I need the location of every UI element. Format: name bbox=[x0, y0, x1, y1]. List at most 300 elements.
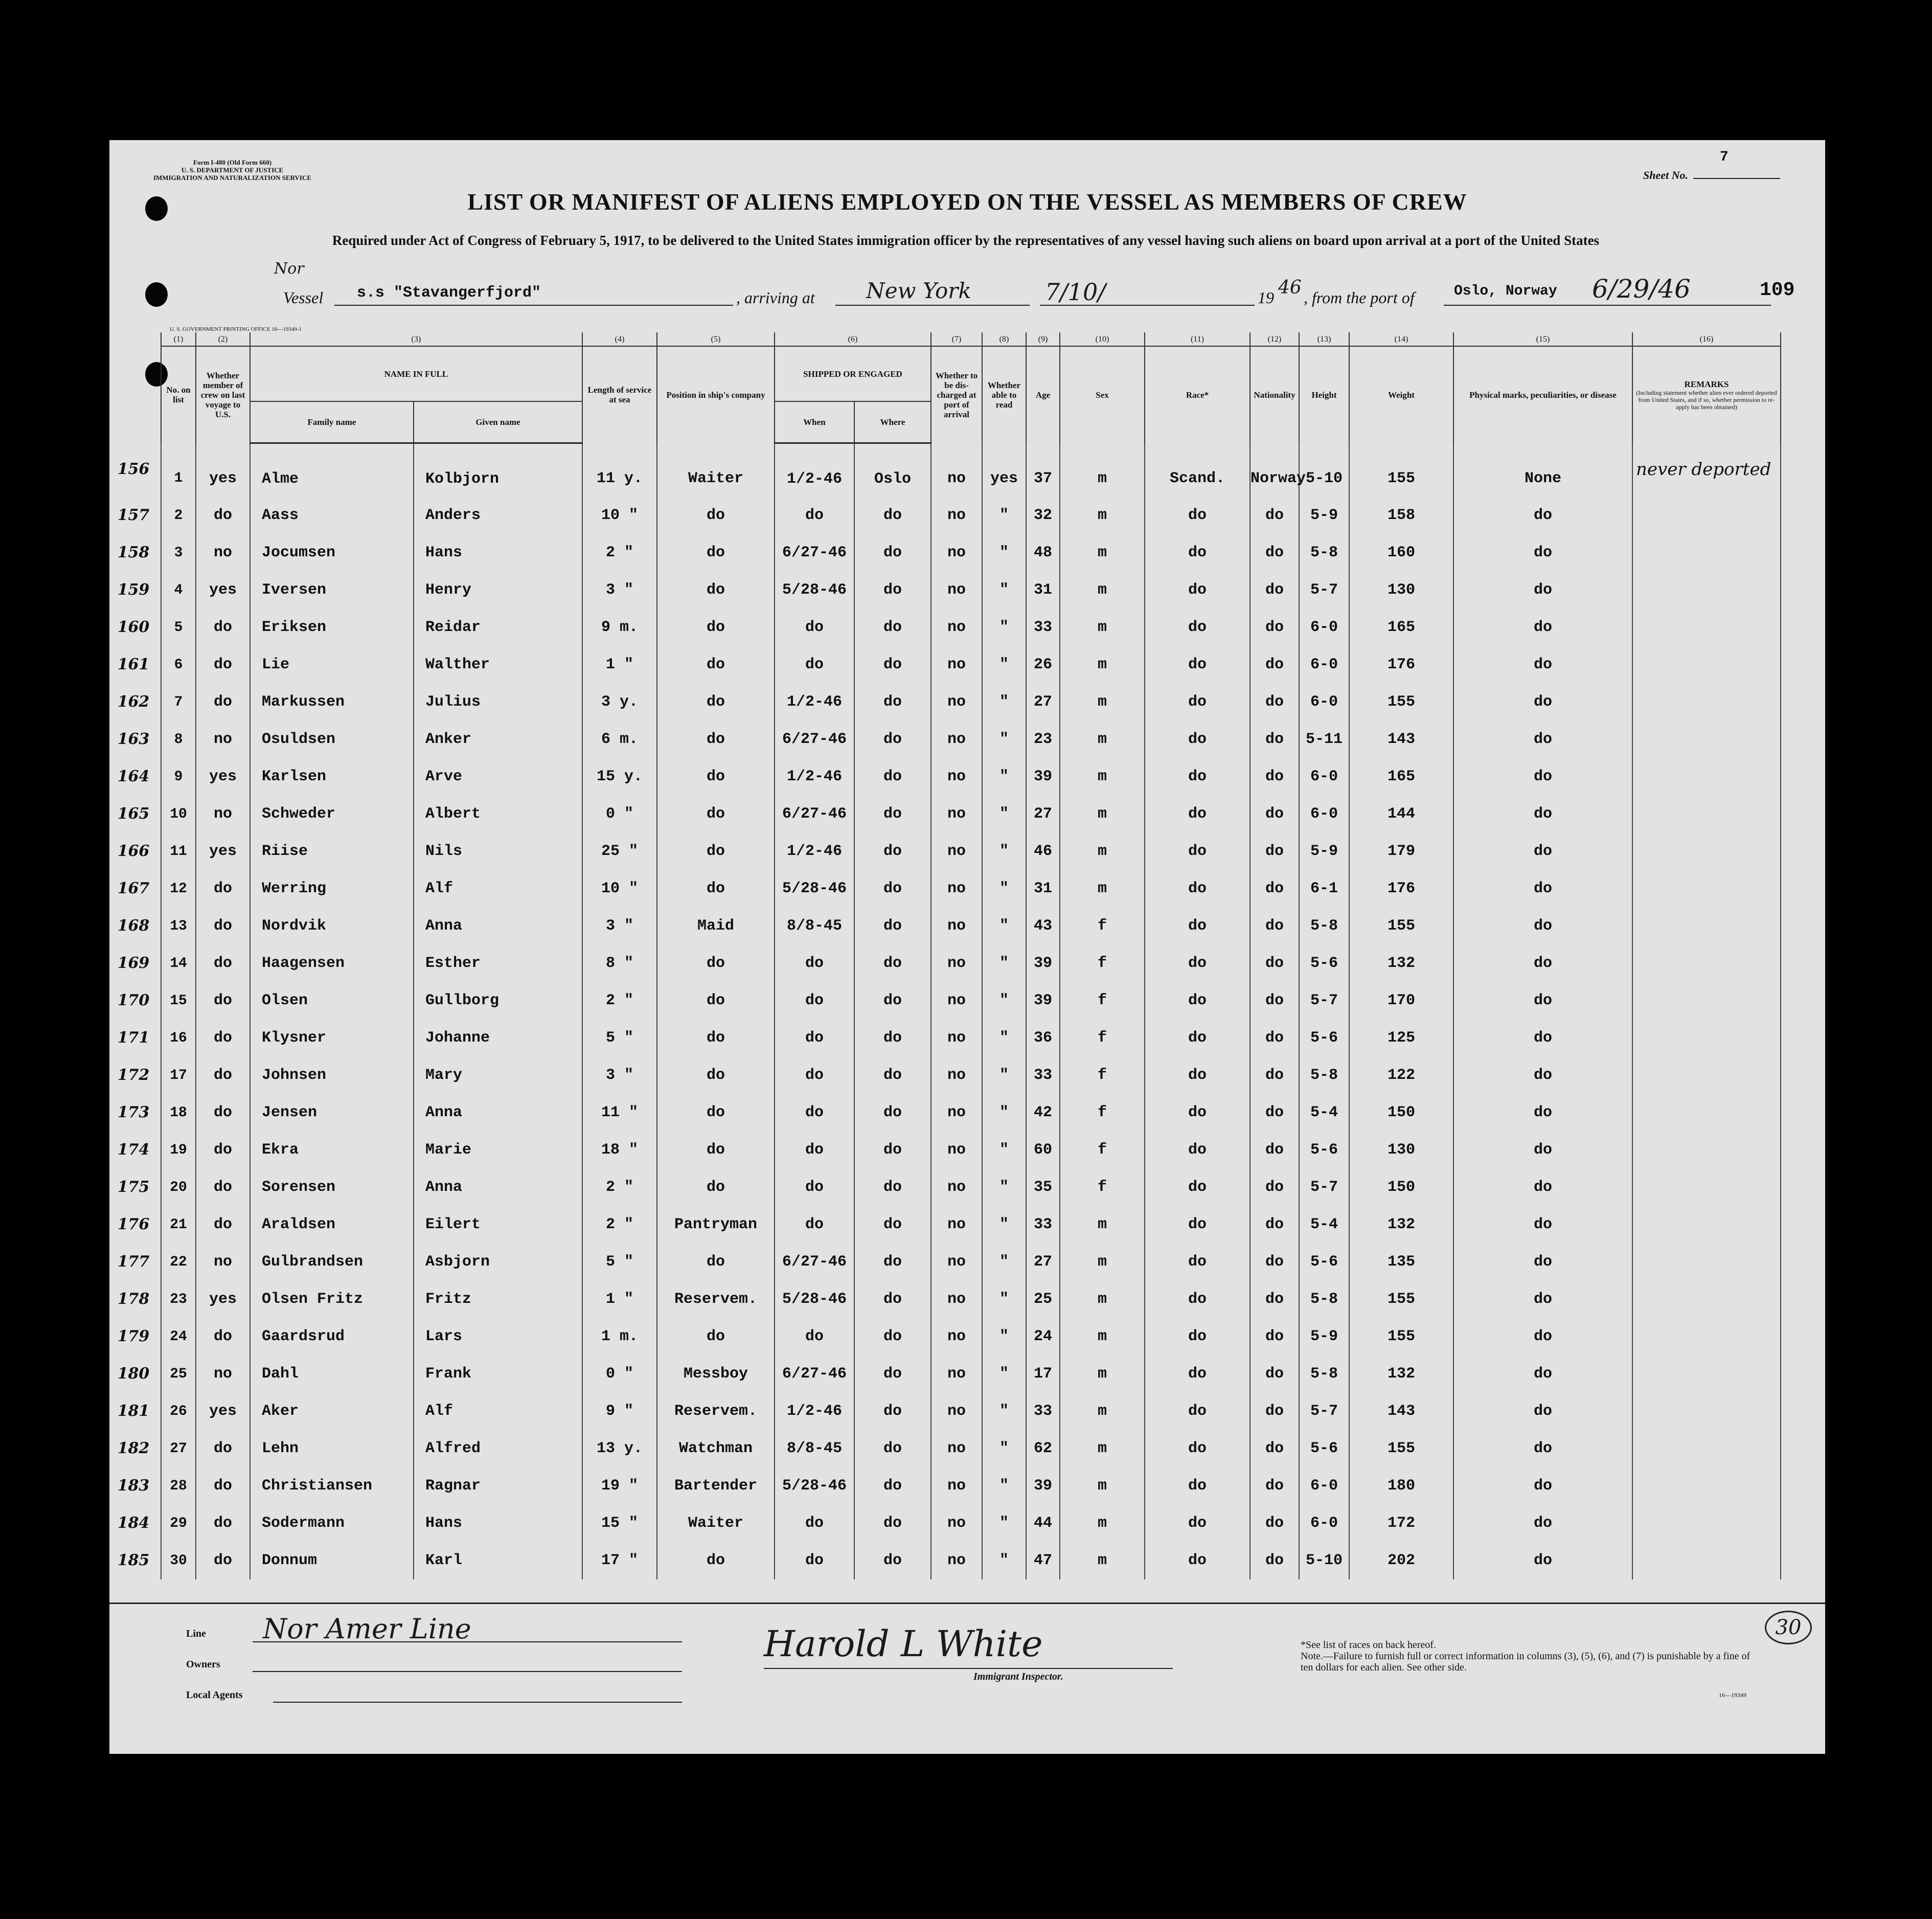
cell-physical-marks: do bbox=[1453, 1468, 1632, 1505]
cell-given-name: Anna bbox=[414, 1169, 582, 1206]
table-row bbox=[161, 833, 1781, 870]
cell-length-of-service: 6 m. bbox=[582, 721, 657, 758]
cell-member-last-voyage: do bbox=[196, 870, 250, 908]
cell-shipped-where: do bbox=[854, 758, 931, 796]
vessel-note: Nor bbox=[274, 260, 304, 278]
cell-weight: 180 bbox=[1349, 1468, 1453, 1505]
header-race: Race* bbox=[1145, 346, 1250, 443]
cell-row-number: 6 161 bbox=[161, 646, 196, 684]
cell-row-number: 16 171 bbox=[161, 1020, 196, 1057]
cell-sex: m bbox=[1060, 870, 1145, 908]
cell-physical-marks: do bbox=[1453, 1318, 1632, 1356]
cell-able-to-read: " bbox=[982, 1318, 1026, 1356]
year-suffix: 46 bbox=[1278, 277, 1302, 298]
cell-race: do bbox=[1145, 646, 1250, 684]
cell-weight: 122 bbox=[1349, 1057, 1453, 1094]
cell-weight: 160 bbox=[1349, 534, 1453, 572]
cell-family-name: Lie bbox=[250, 646, 414, 684]
col-num: (11) bbox=[1145, 332, 1250, 346]
cell-member-last-voyage: no bbox=[196, 796, 250, 833]
cell-length-of-service: 15 y. bbox=[582, 758, 657, 796]
cell-height: 5-8 bbox=[1299, 1057, 1349, 1094]
cell-nationality: do bbox=[1250, 945, 1299, 982]
cell-shipped-when: 1/2-46 bbox=[775, 758, 854, 796]
cell-race: do bbox=[1145, 1206, 1250, 1244]
table-row bbox=[161, 796, 1781, 833]
table-row bbox=[161, 1169, 1781, 1206]
local-agents-label: Local Agents bbox=[186, 1689, 243, 1701]
cell-position: do bbox=[657, 1057, 775, 1094]
cell-age: 42 bbox=[1026, 1094, 1060, 1132]
cell-shipped-where: do bbox=[854, 572, 931, 609]
cell-race: do bbox=[1145, 945, 1250, 982]
cell-able-to-read: " bbox=[982, 721, 1026, 758]
cell-sex: f bbox=[1060, 1020, 1145, 1057]
cell-sex: f bbox=[1060, 1094, 1145, 1132]
cell-able-to-read: " bbox=[982, 497, 1026, 534]
cell-weight: 150 bbox=[1349, 1169, 1453, 1206]
cell-physical-marks: do bbox=[1453, 1244, 1632, 1281]
table-row bbox=[161, 758, 1781, 796]
table-row bbox=[161, 1244, 1781, 1281]
table-row bbox=[161, 1393, 1781, 1430]
cell-nationality: do bbox=[1250, 1393, 1299, 1430]
page-subtitle: Required under Act of Congress of February 5, 1917, to be delivered to the United States immigration officer by the representatives of any vessel having such aliens on board upon arrival at a port of the United States bbox=[332, 233, 1600, 248]
cell-position: do bbox=[657, 1020, 775, 1057]
header-physical-marks: Physical marks, peculiarities, or disease bbox=[1453, 346, 1632, 443]
cell-race: do bbox=[1145, 1132, 1250, 1169]
cell-shipped-where: do bbox=[854, 1281, 931, 1318]
header-name-in-full: NAME IN FULL bbox=[250, 346, 582, 401]
cell-position: do bbox=[657, 684, 775, 721]
cell-shipped-where: do bbox=[854, 1206, 931, 1244]
cell-weight: 176 bbox=[1349, 870, 1453, 908]
year-prefix: 19 bbox=[1258, 288, 1274, 307]
form-info-line: U. S. DEPARTMENT OF JUSTICE bbox=[181, 166, 284, 174]
cell-height: 5-4 bbox=[1299, 1206, 1349, 1244]
cell-row-number: 3 158 bbox=[161, 534, 196, 572]
cell-discharged: no bbox=[931, 982, 982, 1020]
sequence-number: 177 bbox=[117, 1252, 150, 1271]
sequence-number: 160 bbox=[117, 618, 150, 636]
cell-sex: f bbox=[1060, 982, 1145, 1020]
cell-race: do bbox=[1145, 870, 1250, 908]
header-sex: Sex bbox=[1060, 346, 1145, 443]
cell-sex: m bbox=[1060, 1542, 1145, 1579]
manifest-rows bbox=[117, 443, 1781, 1579]
sequence-number: 162 bbox=[117, 692, 150, 711]
cell-shipped-where: do bbox=[854, 1244, 931, 1281]
sequence-number: 165 bbox=[117, 804, 150, 823]
cell-length-of-service: 2 " bbox=[582, 982, 657, 1020]
col-num: (6) bbox=[775, 332, 931, 346]
cell-race: do bbox=[1145, 1468, 1250, 1505]
line-value: Nor Amer Line bbox=[263, 1613, 471, 1645]
header-length-service: Length of service at sea bbox=[582, 346, 657, 443]
cell-nationality: do bbox=[1250, 721, 1299, 758]
cell-nationality: do bbox=[1250, 497, 1299, 534]
cell-shipped-when: 1/2-46 bbox=[775, 833, 854, 870]
cell-age: 32 bbox=[1026, 497, 1060, 534]
cell-nationality: do bbox=[1250, 982, 1299, 1020]
cell-physical-marks: do bbox=[1453, 1430, 1632, 1468]
cell-discharged: no bbox=[931, 497, 982, 534]
cell-member-last-voyage: do bbox=[196, 1132, 250, 1169]
cell-nationality: do bbox=[1250, 1318, 1299, 1356]
cell-shipped-when: do bbox=[775, 1206, 854, 1244]
cell-able-to-read: " bbox=[982, 534, 1026, 572]
cell-age: 33 bbox=[1026, 609, 1060, 646]
cell-sex: m bbox=[1060, 1505, 1145, 1542]
cell-given-name: Fritz bbox=[414, 1281, 582, 1318]
cell-shipped-where: do bbox=[854, 1356, 931, 1393]
cell-height: 6-1 bbox=[1299, 870, 1349, 908]
cell-sex: m bbox=[1060, 1468, 1145, 1505]
cell-family-name: Osuldsen bbox=[250, 721, 414, 758]
header-where: Where bbox=[854, 401, 931, 443]
form-code: 16—19349 bbox=[1719, 1691, 1746, 1699]
cell-shipped-when: 1/2-46 bbox=[775, 684, 854, 721]
cell-sex: m bbox=[1060, 796, 1145, 833]
cell-sex: f bbox=[1060, 1132, 1145, 1169]
cell-age: 27 bbox=[1026, 684, 1060, 721]
cell-discharged: no bbox=[931, 1244, 982, 1281]
cell-shipped-where: do bbox=[854, 1468, 931, 1505]
cell-weight: 155 bbox=[1349, 908, 1453, 945]
cell-able-to-read: " bbox=[982, 1505, 1026, 1542]
cell-height: 5-8 bbox=[1299, 534, 1349, 572]
cell-member-last-voyage: no bbox=[196, 1244, 250, 1281]
footer bbox=[109, 1602, 1825, 1735]
cell-age: 33 bbox=[1026, 1393, 1060, 1430]
header-when: When bbox=[775, 401, 854, 443]
cell-shipped-where: do bbox=[854, 646, 931, 684]
cell-able-to-read: " bbox=[982, 870, 1026, 908]
cell-shipped-where: do bbox=[854, 721, 931, 758]
cell-weight: 155 bbox=[1349, 1281, 1453, 1318]
cell-position: Waiter bbox=[657, 1505, 775, 1542]
table-row bbox=[161, 1132, 1781, 1169]
cell-weight: 132 bbox=[1349, 1356, 1453, 1393]
cell-given-name: Anna bbox=[414, 908, 582, 945]
cell-age: 46 bbox=[1026, 833, 1060, 870]
cell-given-name: Julius bbox=[414, 684, 582, 721]
cell-height: 5-8 bbox=[1299, 1356, 1349, 1393]
cell-row-number: 11 166 bbox=[161, 833, 196, 870]
sequence-number: 156 bbox=[117, 460, 150, 478]
cell-member-last-voyage: do bbox=[196, 1430, 250, 1468]
cell-age: 48 bbox=[1026, 534, 1060, 572]
departure-date: 6/29/46 bbox=[1592, 274, 1691, 304]
table-row bbox=[161, 1542, 1781, 1579]
cell-shipped-when: do bbox=[775, 1318, 854, 1356]
cell-weight: 179 bbox=[1349, 833, 1453, 870]
cell-length-of-service: 18 " bbox=[582, 1132, 657, 1169]
cell-weight: 155 bbox=[1349, 1318, 1453, 1356]
cell-discharged: no bbox=[931, 1430, 982, 1468]
cell-shipped-when: do bbox=[775, 497, 854, 534]
cell-member-last-voyage: do bbox=[196, 646, 250, 684]
cell-race: do bbox=[1145, 1169, 1250, 1206]
header-family-name: Family name bbox=[250, 401, 414, 443]
page-title: LIST OR MANIFEST OF ALIENS EMPLOYED ON THE VESSEL AS MEMBERS OF CREW bbox=[467, 189, 1467, 215]
cell-given-name: Hans bbox=[414, 534, 582, 572]
cell-given-name: Reidar bbox=[414, 609, 582, 646]
cell-weight: 125 bbox=[1349, 1020, 1453, 1057]
cell-age: 36 bbox=[1026, 1020, 1060, 1057]
from-port: Oslo, Norway bbox=[1454, 283, 1557, 299]
sequence-number: 184 bbox=[117, 1514, 150, 1532]
cell-shipped-where: do bbox=[854, 1318, 931, 1356]
cell-length-of-service: 13 y. bbox=[582, 1430, 657, 1468]
cell-family-name: Jocumsen bbox=[250, 534, 414, 572]
cell-discharged: no bbox=[931, 1318, 982, 1356]
cell-length-of-service: 5 " bbox=[582, 1244, 657, 1281]
cell-shipped-where: do bbox=[854, 497, 931, 534]
cell-shipped-where: do bbox=[854, 1542, 931, 1579]
cell-age: 39 bbox=[1026, 1468, 1060, 1505]
cell-weight: 172 bbox=[1349, 1505, 1453, 1542]
cell-discharged: no bbox=[931, 870, 982, 908]
cell-given-name: Alfred bbox=[414, 1430, 582, 1468]
cell-sex: m bbox=[1060, 646, 1145, 684]
cell-member-last-voyage: do bbox=[196, 1057, 250, 1094]
cell-race: do bbox=[1145, 572, 1250, 609]
cell-able-to-read: " bbox=[982, 572, 1026, 609]
table-row bbox=[161, 497, 1781, 534]
cell-given-name: Lars bbox=[414, 1318, 582, 1356]
cell-family-name: Karlsen bbox=[250, 758, 414, 796]
cell-weight: 132 bbox=[1349, 1206, 1453, 1244]
cell-family-name: Sodermann bbox=[250, 1505, 414, 1542]
cell-sex: m bbox=[1060, 1281, 1145, 1318]
cell-sex: m bbox=[1060, 758, 1145, 796]
cell-race: do bbox=[1145, 1505, 1250, 1542]
sequence-number: 163 bbox=[117, 730, 150, 748]
cell-height: 6-0 bbox=[1299, 646, 1349, 684]
cell-race: do bbox=[1145, 1318, 1250, 1356]
cell-shipped-when: 5/28-46 bbox=[775, 870, 854, 908]
sequence-number: 174 bbox=[117, 1140, 150, 1159]
cell-height: 6-0 bbox=[1299, 609, 1349, 646]
cell-length-of-service: 9 m. bbox=[582, 609, 657, 646]
cell-nationality: do bbox=[1250, 1094, 1299, 1132]
cell-family-name: Dahl bbox=[250, 1356, 414, 1393]
cell-physical-marks: do bbox=[1453, 908, 1632, 945]
cell-race: do bbox=[1145, 796, 1250, 833]
cell-length-of-service: 3 " bbox=[582, 572, 657, 609]
cell-nationality: do bbox=[1250, 1505, 1299, 1542]
cell-shipped-where: do bbox=[854, 609, 931, 646]
cell-height: 5-9 bbox=[1299, 497, 1349, 534]
cell-sex: m bbox=[1060, 534, 1145, 572]
cell-family-name: Araldsen bbox=[250, 1206, 414, 1244]
cell-race: do bbox=[1145, 982, 1250, 1020]
header-height: Height bbox=[1299, 346, 1349, 443]
cell-weight: 176 bbox=[1349, 646, 1453, 684]
cell-age: 62 bbox=[1026, 1430, 1060, 1468]
cell-family-name: Eriksen bbox=[250, 609, 414, 646]
cell-discharged: no bbox=[931, 534, 982, 572]
manifest-document bbox=[109, 140, 1825, 1754]
table-row bbox=[161, 1505, 1781, 1542]
cell-race: do bbox=[1145, 833, 1250, 870]
cell-age: 27 bbox=[1026, 796, 1060, 833]
sequence-number: 173 bbox=[117, 1103, 150, 1121]
cell-age: 35 bbox=[1026, 1169, 1060, 1206]
cell-shipped-when: do bbox=[775, 1542, 854, 1579]
cell-member-last-voyage: yes bbox=[196, 443, 250, 497]
cell-sex: m bbox=[1060, 684, 1145, 721]
table-row bbox=[161, 443, 1781, 497]
cell-shipped-where: do bbox=[854, 1169, 931, 1206]
cell-length-of-service: 11 y. bbox=[582, 443, 657, 497]
cell-height: 5-9 bbox=[1299, 833, 1349, 870]
cell-member-last-voyage: do bbox=[196, 497, 250, 534]
sheet-number: 7 bbox=[1720, 149, 1729, 165]
cell-member-last-voyage: yes bbox=[196, 572, 250, 609]
cell-able-to-read: " bbox=[982, 1281, 1026, 1318]
cell-family-name: Gaardsrud bbox=[250, 1318, 414, 1356]
col-num: (16) bbox=[1632, 332, 1781, 346]
cell-race: do bbox=[1145, 1094, 1250, 1132]
cell-given-name: Frank bbox=[414, 1356, 582, 1393]
cell-row-number: 20 175 bbox=[161, 1169, 196, 1206]
cell-height: 5-7 bbox=[1299, 572, 1349, 609]
cell-height: 6-0 bbox=[1299, 684, 1349, 721]
cell-shipped-where: do bbox=[854, 1505, 931, 1542]
cell-weight: 130 bbox=[1349, 1132, 1453, 1169]
cell-physical-marks: do bbox=[1453, 684, 1632, 721]
cell-able-to-read: yes bbox=[982, 443, 1026, 497]
cell-physical-marks: do bbox=[1453, 758, 1632, 796]
remarks-cell: never deported bbox=[1632, 443, 1781, 1579]
cell-position: Reservem. bbox=[657, 1393, 775, 1430]
cell-height: 5-8 bbox=[1299, 908, 1349, 945]
table-row bbox=[161, 945, 1781, 982]
col-num: (7) bbox=[931, 332, 982, 346]
cell-able-to-read: " bbox=[982, 982, 1026, 1020]
cell-discharged: no bbox=[931, 684, 982, 721]
cell-member-last-voyage: do bbox=[196, 945, 250, 982]
cell-row-number: 26 181 bbox=[161, 1393, 196, 1430]
cell-position: do bbox=[657, 870, 775, 908]
cell-length-of-service: 1 " bbox=[582, 1281, 657, 1318]
col-num: (14) bbox=[1349, 332, 1453, 346]
cell-height: 5-10 bbox=[1299, 1542, 1349, 1579]
cell-weight: 130 bbox=[1349, 572, 1453, 609]
cell-age: 31 bbox=[1026, 572, 1060, 609]
cell-position: do bbox=[657, 758, 775, 796]
cell-height: 5-10 bbox=[1299, 443, 1349, 497]
cell-position: do bbox=[657, 1169, 775, 1206]
table-row bbox=[161, 646, 1781, 684]
cell-shipped-where: do bbox=[854, 982, 931, 1020]
table-row bbox=[161, 1430, 1781, 1468]
circled-count: 30 bbox=[1765, 1611, 1812, 1644]
cell-age: 37 bbox=[1026, 443, 1060, 497]
cell-row-number: 1 156 bbox=[161, 443, 196, 497]
cell-position: do bbox=[657, 945, 775, 982]
sequence-number: 168 bbox=[117, 916, 150, 935]
sequence-number: 159 bbox=[117, 580, 150, 599]
cell-shipped-when: 6/27-46 bbox=[775, 1244, 854, 1281]
cell-sex: f bbox=[1060, 908, 1145, 945]
cell-shipped-when: do bbox=[775, 1094, 854, 1132]
cell-height: 5-6 bbox=[1299, 945, 1349, 982]
cell-family-name: Johnsen bbox=[250, 1057, 414, 1094]
cell-row-number: 17 172 bbox=[161, 1057, 196, 1094]
cell-row-number: 14 169 bbox=[161, 945, 196, 982]
cell-nationality: do bbox=[1250, 1542, 1299, 1579]
cell-age: 31 bbox=[1026, 870, 1060, 908]
sequence-number: 185 bbox=[117, 1551, 150, 1569]
header-member-last-voyage: Whether member of crew on last voyage to U.S. bbox=[196, 346, 250, 443]
cell-physical-marks: do bbox=[1453, 870, 1632, 908]
cell-discharged: no bbox=[931, 1505, 982, 1542]
col-num: (15) bbox=[1453, 332, 1632, 346]
cell-family-name: Iversen bbox=[250, 572, 414, 609]
cell-member-last-voyage: do bbox=[196, 1094, 250, 1132]
cell-given-name: Johanne bbox=[414, 1020, 582, 1057]
cell-shipped-when: do bbox=[775, 1057, 854, 1094]
col-num: (9) bbox=[1026, 332, 1060, 346]
cell-length-of-service: 0 " bbox=[582, 1356, 657, 1393]
cell-family-name: Olsen bbox=[250, 982, 414, 1020]
cell-discharged: no bbox=[931, 1057, 982, 1094]
cell-member-last-voyage: do bbox=[196, 1505, 250, 1542]
cell-row-number: 2 157 bbox=[161, 497, 196, 534]
cell-age: 17 bbox=[1026, 1356, 1060, 1393]
cell-able-to-read: " bbox=[982, 1542, 1026, 1579]
cell-physical-marks: do bbox=[1453, 1505, 1632, 1542]
sequence-number: 179 bbox=[117, 1327, 150, 1345]
cell-length-of-service: 8 " bbox=[582, 945, 657, 982]
col-num: (1) bbox=[161, 332, 196, 346]
sheet-label: Sheet No. bbox=[1643, 169, 1688, 182]
cell-height: 5-9 bbox=[1299, 1318, 1349, 1356]
col-num: (8) bbox=[982, 332, 1026, 346]
sequence-number: 157 bbox=[117, 506, 150, 524]
col-num: (10) bbox=[1060, 332, 1145, 346]
cell-race: do bbox=[1145, 497, 1250, 534]
cell-nationality: do bbox=[1250, 609, 1299, 646]
sequence-number: 158 bbox=[117, 543, 150, 561]
cell-family-name: Lehn bbox=[250, 1430, 414, 1468]
cell-family-name: Aass bbox=[250, 497, 414, 534]
cell-member-last-voyage: yes bbox=[196, 833, 250, 870]
cell-able-to-read: " bbox=[982, 1430, 1026, 1468]
cell-weight: 202 bbox=[1349, 1542, 1453, 1579]
cell-height: 6-0 bbox=[1299, 758, 1349, 796]
cell-age: 24 bbox=[1026, 1318, 1060, 1356]
col-num: (5) bbox=[657, 332, 775, 346]
cell-row-number: 23 178 bbox=[161, 1281, 196, 1318]
cell-given-name: Anders bbox=[414, 497, 582, 534]
col-num: (3) bbox=[250, 332, 582, 346]
cell-physical-marks: do bbox=[1453, 796, 1632, 833]
cell-family-name: Jensen bbox=[250, 1094, 414, 1132]
cell-discharged: no bbox=[931, 796, 982, 833]
cell-height: 5-11 bbox=[1299, 721, 1349, 758]
cell-member-last-voyage: yes bbox=[196, 1281, 250, 1318]
cell-shipped-when: 8/8-45 bbox=[775, 1430, 854, 1468]
cell-position: do bbox=[657, 497, 775, 534]
cell-shipped-where: do bbox=[854, 1393, 931, 1430]
cell-able-to-read: " bbox=[982, 1244, 1026, 1281]
cell-shipped-when: 6/27-46 bbox=[775, 534, 854, 572]
cell-age: 25 bbox=[1026, 1281, 1060, 1318]
